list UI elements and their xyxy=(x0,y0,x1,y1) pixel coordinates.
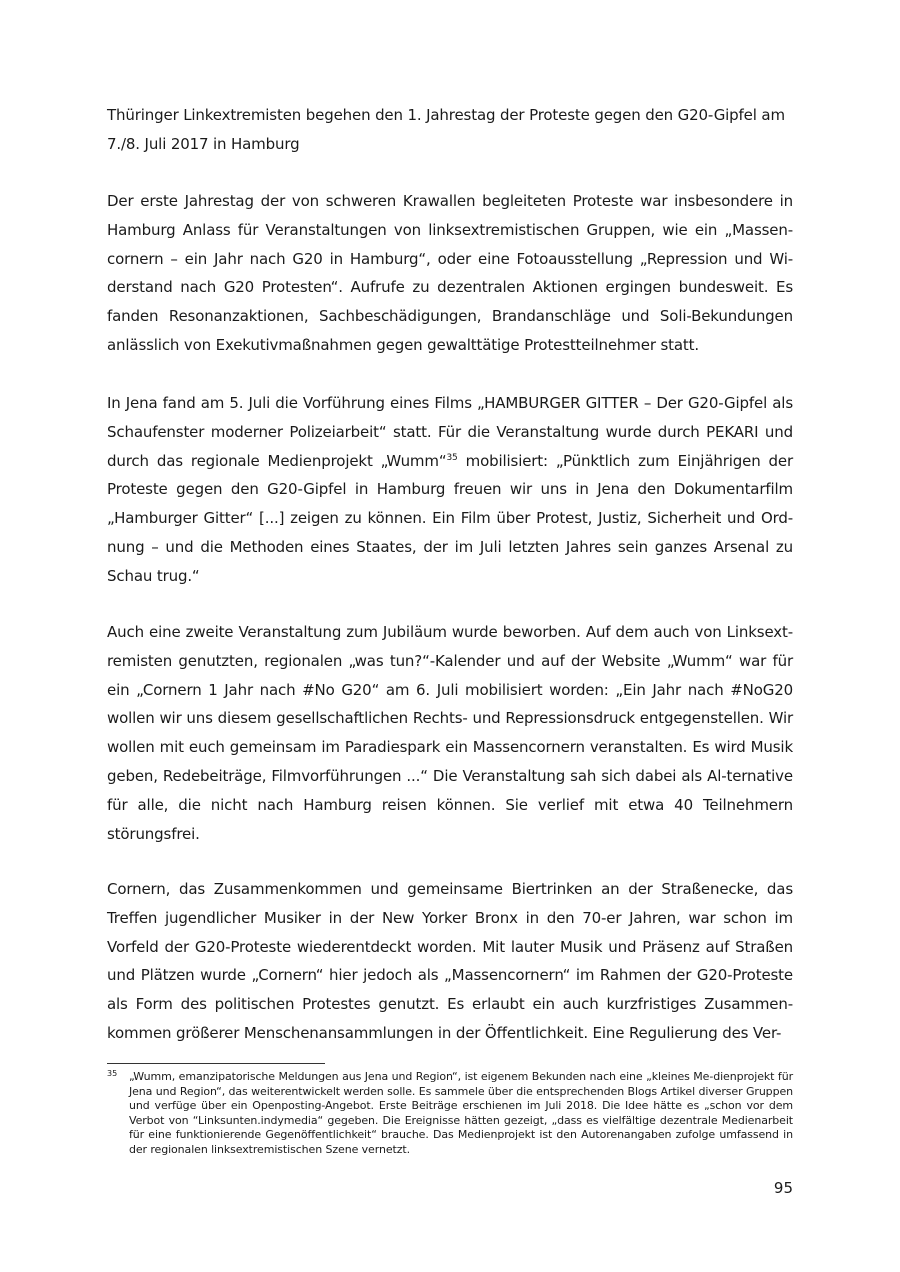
footnote-separator xyxy=(107,1063,325,1064)
section-heading: Thüringer Linkextremisten begehen den 1. Jahrestag der Proteste gegen den G20-Gipfel am 7./8. Juli 2017 in Hamburg xyxy=(107,106,785,153)
body-paragraph-4: Cornern, das Zusammenkommen und gemeinsame Biertrinken an der Straßenecke, das Treffen jugendlicher Musiker in der New Yorker Bronx in den 70-er Jahren, war schon im Vorfeld der G20-Proteste wiederentdeckt worden. Mit lauter Musik und Präsenz auf Straßen und Plätzen wurde „Cornern“ hier jedoch als „Massencornern“ im Rahmen der G20-Proteste als Form des politischen Protestes genutzt. Es erlaubt ein auch kurzfristiges Zusammen-kommen größerer Menschenansammlungen in der Öffentlichkeit. Eine Regulierung des Ver- xyxy=(107,880,793,1042)
footnote-text: „Wumm, emanzipatorische Meldungen aus Jena und Region“, ist eigenem Bekunden nach eine „kleines Me-dienprojekt für Jena und Region“, das weiterentwickelt werden solle. Es sammele über die entsprechenden Blogs Artikel diverser Gruppen und verfüge über ein Openposting-Angebot. Erste Beiträge erschienen im Juli 2018. Die Idee hätte es „schon vor dem Verbot von “Linksunten.indymedia“ gegeben. Die Ereignisse hätten gezeigt, „dass es vielfältige dezentrale Medienarbeit für eine funktionierende Gegenöffentlichkeit“ brauche. Das Medienprojekt ist den Autorenangaben zufolge umfassend in der regionalen linksextremistischen Szene vernetzt. xyxy=(129,1070,793,1156)
document-page xyxy=(107,0,793,1272)
footnote-reference[interactable]: 35 xyxy=(446,452,458,463)
body-paragraph-2 xyxy=(107,389,793,591)
body-paragraph-3: Auch eine zweite Veranstaltung zum Jubiläum wurde beworben. Auf dem auch von Linksext-remisten genutzten, regionalen „was tun?“-Kalender und auf der Website „Wumm“ war für ein „Cornern 1 Jahr nach #No G20“ am 6. Juli mobilisiert worden: „Ein Jahr nach #NoG20 wollen wir uns diesem gesellschaftlichen Rechts- und Repressionsdruck entgegenstellen. Wir wollen mit euch gemeinsam im Paradiespark ein Massencornern veranstalten. Es wird Musik geben, Redebeiträge, Filmvorführungen ...“ Die Veranstaltung sah sich dabei als Al-ternative für alle, die nicht nach Hamburg reisen können. Sie verlief mit etwa 40 Teilnehmern störungsfrei. xyxy=(107,623,793,843)
paragraph-2-text-end: mobilisiert: „Pünktlich zum Einjährigen der Proteste gegen den G20-Gipfel in Hamburg freuen wir uns in Jena den Dokumentarfilm „Hamburger Gitter“ [...] zeigen zu können. Ein Film über Protest, Justiz, Sicherheit und Ord-nung – und die Methoden eines Staates, der im Juli letzten Jahres sein ganzes Arsenal zu Schau trug.“ xyxy=(107,451,793,585)
paragraph-2-text-start: In Jena fand am 5. Juli die Vorführung eines Films „HAMBURGER GITTER – Der G20-Gipfel als Schaufenster moderner Polizeiarbeit“ statt. Für die Veranstaltung wurde durch PEKARI und durch das regionale Medienprojekt „Wumm“ xyxy=(107,394,793,470)
page-number: 95 xyxy=(773,1179,793,1197)
footnote xyxy=(107,1070,793,1158)
footnote-number: 35 xyxy=(107,1069,118,1078)
body-paragraph-1: Der erste Jahrestag der von schweren Krawallen begleiteten Proteste war insbesondere in Hamburg Anlass für Veranstaltungen von linksextremistischen Gruppen, wie ein „Massen-cornern – ein Jahr nach G20 in Hamburg“, oder eine Fotoausstellung „Repression und Wi-derstand nach G20 Protesten“. Aufrufe zu dezentralen Aktionen ergingen bundesweit. Es fanden Resonanzaktionen, Sachbeschädigungen, Brandanschläge und Soli-Bekundungen anlässlich von Exekutivmaßnahmen gegen gewalttätige Protestteilnehmer statt. xyxy=(107,192,793,354)
